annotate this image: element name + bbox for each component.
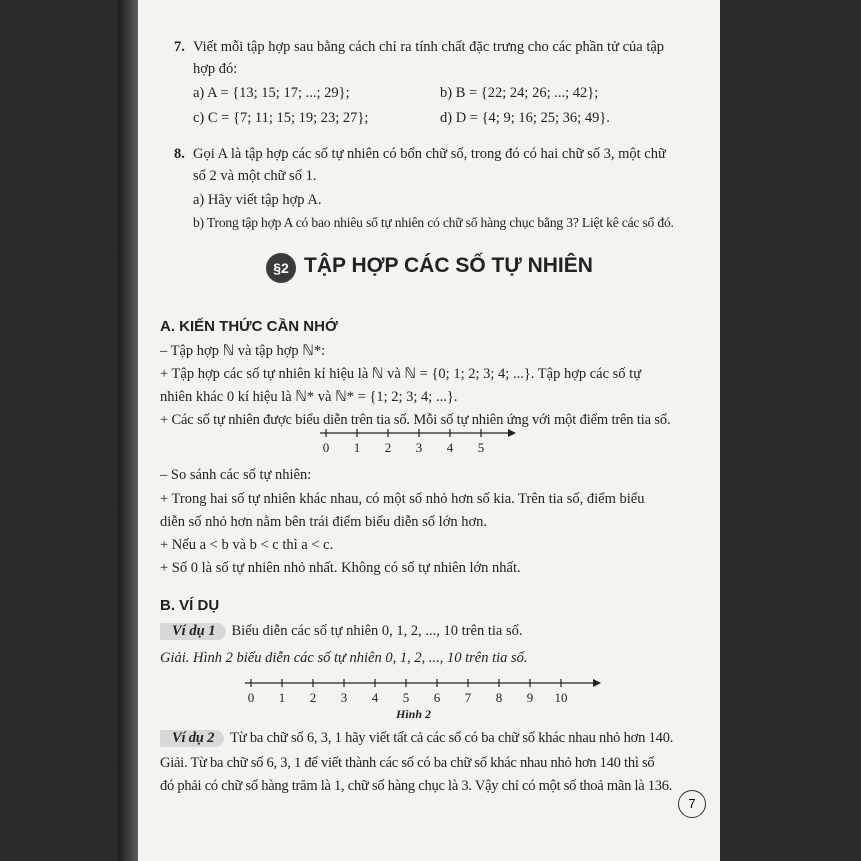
exercise-8-a: a) Hãy viết tập hợp A. — [193, 192, 322, 208]
part-a-line8: + Nếu a < b và b < c thì a < c. — [160, 537, 334, 553]
number-line-2-label-9: 9 — [526, 690, 534, 705]
section-badge: §2 — [266, 253, 296, 283]
part-a-line7: diễn số nhỏ hơn nằm bên trái điểm biểu diễn số lớn hơn. — [160, 514, 488, 530]
example-1 — [160, 623, 522, 640]
number-line-0-5 — [318, 424, 518, 464]
exercise-8-line1: Gọi A là tập hợp các số tự nhiên có bốn chữ số, trong đó có hai chữ số 3, một chữ — [193, 146, 666, 162]
number-line-2-label-3: 3 — [340, 690, 348, 705]
section-title: TẬP HỢP CÁC SỐ TỰ NHIÊN — [304, 254, 593, 277]
number-line-2-label-4: 4 — [371, 690, 379, 705]
example-1-label: Ví dụ 1 — [160, 623, 226, 640]
part-a-heading: A. KIẾN THỨC CẦN NHỚ — [160, 318, 338, 335]
number-line-2-label-8: 8 — [495, 690, 503, 705]
number-line-2-label-7: 7 — [464, 690, 472, 705]
exercise-8-number: 8. — [174, 146, 185, 162]
exercise-7-line2: hợp đó: — [193, 61, 238, 77]
number-line-2-label-6: 6 — [433, 690, 441, 705]
example-2 — [160, 730, 673, 747]
book-page — [138, 0, 720, 861]
part-a-line1: – Tập hợp ℕ và tập hợp ℕ*: — [160, 343, 326, 359]
example-2-text: Từ ba chữ số 6, 3, 1 hãy viết tất cả các số có ba chữ số khác nhau nhỏ hơn 140. — [230, 730, 674, 746]
example-1-text: Biểu diễn các số tự nhiên 0, 1, 2, ..., 10 trên tia số. — [231, 623, 523, 639]
solution-1: Giải. Hình 2 biểu diễn các số tự nhiên 0, 1, 2, ..., 10 trên tia số. — [160, 650, 528, 666]
number-line-1-label-5: 5 — [477, 440, 485, 455]
part-a-line3: nhiên khác 0 kí hiệu là ℕ* và ℕ* = {1; 2; 3; 4; ...}. — [160, 389, 458, 405]
part-a-line6: + Trong hai số tự nhiên khác nhau, có một số nhỏ hơn số kia. Trên tia số, điểm biểu — [160, 491, 645, 507]
number-line-1-label-3: 3 — [415, 440, 423, 455]
part-a-line5: – So sánh các số tự nhiên: — [160, 467, 312, 483]
number-line-2-label-10: 10 — [554, 690, 568, 705]
number-line-1-label-0: 0 — [322, 440, 330, 455]
exercise-7-number: 7. — [174, 39, 185, 55]
exercise-7-a: a) A = {13; 15; 17; ...; 29}; — [193, 85, 350, 101]
page-shadow — [118, 0, 138, 861]
page-number: 7 — [678, 790, 706, 818]
solution-2-line2: đó phải có chữ số hàng trăm là 1, chữ số hàng chục là 3. Vậy chỉ có một số thoả mãn là 136. — [160, 778, 673, 794]
part-a-line4: + Các số tự nhiên được biểu diễn trên tia số. Mỗi số tự nhiên ứng với một điểm trên tia số. — [160, 412, 671, 428]
exercise-8-line2: số 2 và một chữ số 1. — [193, 168, 317, 184]
number-line-2-label-1: 1 — [278, 690, 286, 705]
exercise-7-line1: Viết mỗi tập hợp sau bằng cách chỉ ra tính chất đặc trưng cho các phần tử của tập — [193, 39, 665, 55]
part-a-line9: + Số 0 là số tự nhiên nhỏ nhất. Không có số tự nhiên lớn nhất. — [160, 560, 521, 576]
number-line-1-label-1: 1 — [353, 440, 361, 455]
part-a-line2: + Tập hợp các số tự nhiên kí hiệu là ℕ và ℕ = {0; 1; 2; 3; 4; ...}. Tập hợp các số tự — [160, 366, 642, 382]
exercise-7-d: d) D = {4; 9; 16; 25; 36; 49}. — [440, 110, 610, 126]
number-line-1-label-4: 4 — [446, 440, 454, 455]
number-line-2-label-2: 2 — [309, 690, 317, 705]
example-2-label: Ví dụ 2 — [160, 730, 224, 747]
number-line-2-label-5: 5 — [402, 690, 410, 705]
exercise-7-b: b) B = {22; 24; 26; ...; 42}; — [440, 85, 599, 101]
number-line-1-label-2: 2 — [384, 440, 392, 455]
figure-caption: Hình 2 — [396, 707, 432, 721]
exercise-7-c: c) C = {7; 11; 15; 19; 23; 27}; — [193, 110, 369, 126]
number-line-2-label-0: 0 — [247, 690, 255, 705]
part-b-heading: B. VÍ DỤ — [160, 597, 220, 614]
exercise-8-b: b) Trong tập hợp A có bao nhiêu số tự nhiên có chữ số hàng chục bằng 3? Liệt kê các số đó. — [193, 215, 674, 230]
solution-2-line1: Giải. Từ ba chữ số 6, 3, 1 để viết thành các số có ba chữ số khác nhau nhỏ hơn 140 thì số — [160, 755, 655, 771]
